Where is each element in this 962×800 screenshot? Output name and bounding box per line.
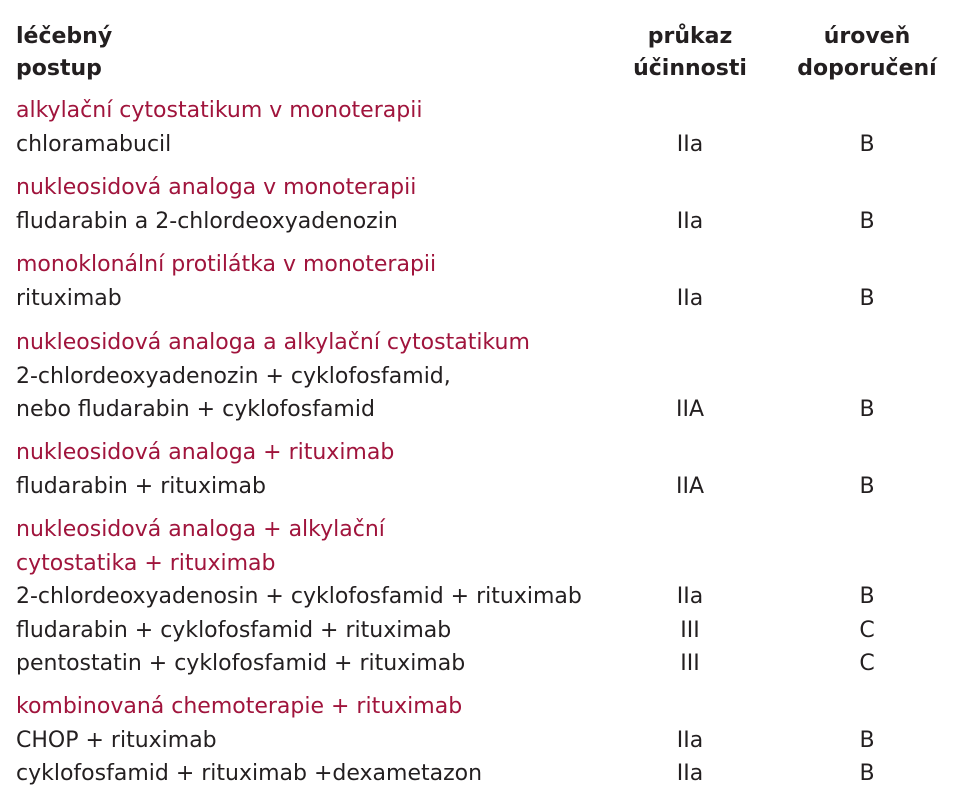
recommendation-grade-cell: C <box>859 618 875 643</box>
category-label: monoklonální protilátka v monoterapii <box>16 252 437 277</box>
procedure-cell: fludarabin a 2-chlordeoxyadenozin <box>16 209 398 234</box>
table-row <box>0 359 962 395</box>
recommendation-grade-cell: B <box>859 584 875 609</box>
category-row <box>0 546 962 582</box>
table-row <box>0 281 962 317</box>
procedure-cell: cyklofosfamid + rituximab +dexametazon <box>16 761 483 786</box>
grade-header-line-2: doporučení <box>797 56 937 81</box>
table-header-row-1 <box>0 19 962 55</box>
table-row <box>0 723 962 759</box>
category-label: alkylační cytostatikum v monoterapii <box>16 98 423 123</box>
evidence-level-cell: IIa <box>676 728 704 753</box>
procedure-cell: 2-chlordeoxyadenosin + cyklofosfamid + rituximab <box>16 584 582 609</box>
category-label: nukleosidová analoga + rituximab <box>16 440 395 465</box>
table-row <box>0 579 962 615</box>
evidence-level-cell: IIa <box>676 209 704 234</box>
procedure-cell: nebo fludarabin + cyklofosfamid <box>16 397 375 422</box>
evidence-header-line-2: účinnosti <box>633 56 747 81</box>
procedure-cell: CHOP + rituximab <box>16 728 217 753</box>
table-row <box>0 392 962 428</box>
category-row <box>0 325 962 361</box>
recommendation-grade-cell: B <box>859 474 875 499</box>
evidence-level-cell: IIa <box>676 584 704 609</box>
procedure-cell: rituximab <box>16 286 122 311</box>
category-row <box>0 170 962 206</box>
recommendation-grade-cell: B <box>859 286 875 311</box>
table-header-row-2 <box>0 51 962 87</box>
category-label: nukleosidová analoga v monoterapii <box>16 175 417 200</box>
table-row <box>0 646 962 682</box>
category-row <box>0 512 962 548</box>
evidence-header: průkaz <box>647 24 733 49</box>
evidence-level-cell: IIa <box>676 132 704 157</box>
table-row <box>0 469 962 505</box>
evidence-level-cell: IIa <box>676 761 704 786</box>
procedure-cell: fludarabin + rituximab <box>16 474 266 499</box>
recommendation-grade-cell: B <box>859 761 875 786</box>
table-row <box>0 756 962 792</box>
evidence-level-cell: IIA <box>675 397 705 422</box>
category-row <box>0 435 962 471</box>
recommendation-grade-cell: B <box>859 397 875 422</box>
category-label: cytostatika + rituximab <box>16 551 276 576</box>
procedure-cell: pentostatin + cyklofosfamid + rituximab <box>16 651 466 676</box>
recommendation-grade-cell: B <box>859 728 875 753</box>
procedure-header-line-2: postup <box>16 56 102 81</box>
table-row <box>0 127 962 163</box>
evidence-level-cell: IIa <box>676 286 704 311</box>
procedure-header: léčebný <box>16 24 113 49</box>
category-row <box>0 689 962 725</box>
procedure-cell: chloramabucil <box>16 132 172 157</box>
category-label: kombinovaná chemoterapie + rituximab <box>16 694 463 719</box>
recommendation-grade-cell: B <box>859 132 875 157</box>
evidence-level-cell: IIA <box>675 474 705 499</box>
grade-header: úroveň <box>823 24 911 49</box>
evidence-level-cell: III <box>680 618 700 643</box>
evidence-level-cell: III <box>680 651 700 676</box>
category-row <box>0 247 962 283</box>
table-row <box>0 204 962 240</box>
table-row <box>0 613 962 649</box>
recommendation-grade-cell: C <box>859 651 875 676</box>
category-label: nukleosidová analoga a alkylační cytostatikum <box>16 330 530 355</box>
recommendation-grade-cell: B <box>859 209 875 234</box>
procedure-cell: 2-chlordeoxyadenozin + cyklofosfamid, <box>16 364 451 389</box>
procedure-cell: fludarabin + cyklofosfamid + rituximab <box>16 618 452 643</box>
category-label: nukleosidová analoga + alkylační <box>16 517 385 542</box>
category-row <box>0 93 962 129</box>
